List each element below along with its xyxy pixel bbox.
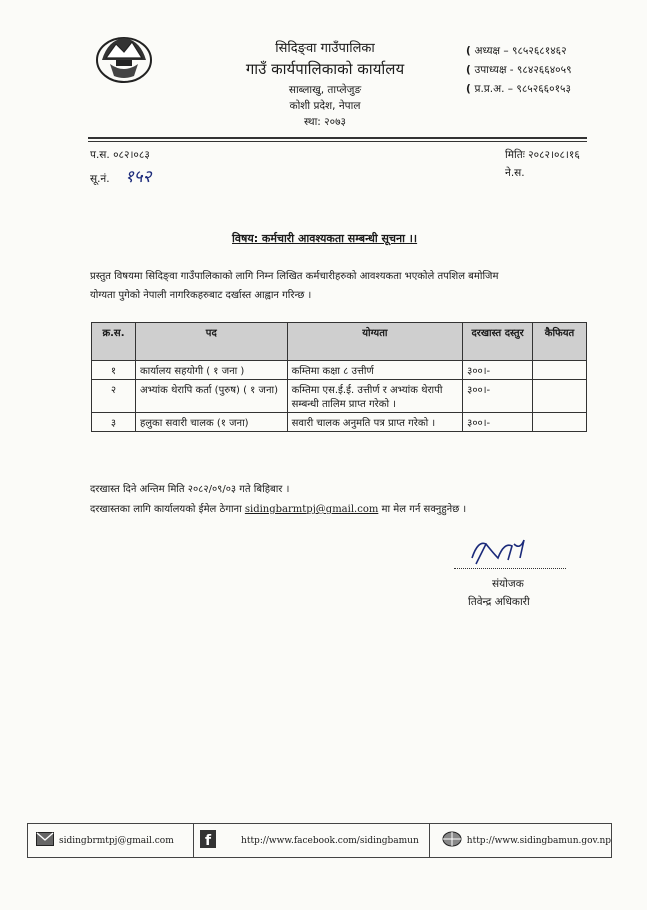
svg-text:f: f (205, 833, 212, 848)
notice-subject: विषय: कर्मचारी आवश्यकता सम्बन्धी सूचना ।। (232, 232, 418, 245)
contact-cao: ( प्र.प्र.अ. – ९८५२६६०१५३ (466, 83, 571, 95)
office-name: गाउँ कार्यपालिकाको कार्यालय (245, 60, 405, 78)
issue-number-label: सू.नं. (90, 173, 110, 185)
office-email-link[interactable]: sidingbarmtpj@gmail.com (244, 504, 379, 515)
municipality-name: सिदिङ्वा गाउँपालिका (275, 41, 375, 56)
footer-email-link[interactable]: sidingbrmtpj@gmail.com (59, 835, 174, 846)
footer-website-link[interactable]: http://www.sidingbamun.gov.np (466, 835, 611, 846)
cell-serial: ३ (92, 413, 136, 432)
cell-fee: ३००।- (463, 361, 533, 380)
footer-website (430, 824, 611, 857)
cell-serial: २ (92, 380, 136, 413)
signature (458, 536, 548, 570)
header-rule-thin (88, 141, 587, 142)
cell-qualification: कम्तिमा एस.ई.ई. उत्तीर्ण र अभ्यांक थेरापी सम्बन्धी तालिम प्राप्त गरेको । (287, 380, 463, 413)
contact-list (466, 42, 616, 99)
cell-remarks (533, 413, 587, 432)
cell-qualification: कम्तिमा कक्षा ८ उत्तीर्ण (287, 361, 463, 380)
signatory-title: संयोजक (492, 578, 524, 590)
footer-facebook-link[interactable]: http://www.facebook.com/sidingbamun (241, 835, 419, 846)
closing-text (90, 480, 610, 520)
cell-remarks (533, 380, 587, 413)
government-emblem (94, 30, 154, 84)
facebook-icon (200, 830, 216, 851)
table-row (92, 361, 587, 380)
address-line-2: कोशी प्रदेश, नेपाल (289, 100, 361, 112)
header-rule (88, 137, 587, 139)
cell-post: कार्यालय सहयोगी ( १ जना ) (135, 361, 287, 380)
cell-post: हलुका सवारी चालक (१ जना) (135, 413, 287, 432)
footer-bar (27, 823, 612, 858)
issue-number-row (90, 164, 151, 187)
cell-serial: १ (92, 361, 136, 380)
header-remarks: कैफियत (533, 323, 587, 361)
table-header-row (92, 323, 587, 361)
signature-line (454, 568, 566, 569)
cell-fee: ३००।- (463, 413, 533, 432)
cell-post: अभ्यांक थेरापि कर्ता (पुरुष) ( १ जना) (135, 380, 287, 413)
signatory-name: तिवेन्द्र अधिकारी (468, 596, 530, 608)
header-qualification: योग्यता (287, 323, 463, 361)
cell-qualification: सवारी चालक अनुमति पत्र प्राप्त गरेको । (287, 413, 463, 432)
vacancy-table (91, 322, 587, 432)
address-line-1: साब्लाखु, ताप्लेजुङ (288, 84, 362, 96)
notice-body-line-2: योग्यता पुगेको नेपाली नागरिकहरुबाट दर्खास्त आह्वान गरिन्छ । (90, 290, 312, 301)
nepal-sambat: ने.स. (505, 167, 525, 179)
table-row (92, 413, 587, 432)
contact-vice-chair: ( उपाध्यक्ष - ९८४२६६४०५९ (466, 64, 572, 76)
issue-date: मितिः २०८२।०८।१६ (505, 149, 580, 161)
cell-fee: ३००।- (463, 380, 533, 413)
table-row (92, 380, 587, 413)
fiscal-year: प.स. ०८२।०८३ (90, 149, 150, 161)
established-year: स्था: २०७३ (303, 116, 347, 128)
deadline-line: दरखास्त दिने अन्तिम मिति २०८२/०९/०३ गते बिहिबार । (90, 484, 290, 495)
header-fee: दरखास्त दस्तुर (463, 323, 533, 361)
cell-remarks (533, 361, 587, 380)
footer-email (28, 824, 194, 857)
notice-body (90, 267, 600, 305)
email-line: दरखास्तका लागि कार्यालयको ईमेल ठेगाना sidingbarmtpj@gmail.com मा मेल गर्न सक्नुहुनेछ । (90, 504, 467, 515)
contact-chair: ( अध्यक्ष – ९८५२६८१४६२ (466, 45, 567, 57)
mail-icon (36, 832, 54, 849)
notice-body-line-1: प्रस्तुत विषयमा सिदिङ्वा गाउँपालिकाको लागि निम्न लिखित कर्मचारीहरुको आवश्यकता भएकोले तपशिल बमोजिम (90, 271, 499, 282)
header-serial: क्र.स. (92, 323, 136, 361)
header-post: पद (135, 323, 287, 361)
globe-icon (442, 831, 462, 850)
issue-number: १५२ (124, 167, 152, 187)
office-header (220, 38, 430, 129)
footer-facebook (194, 824, 430, 857)
